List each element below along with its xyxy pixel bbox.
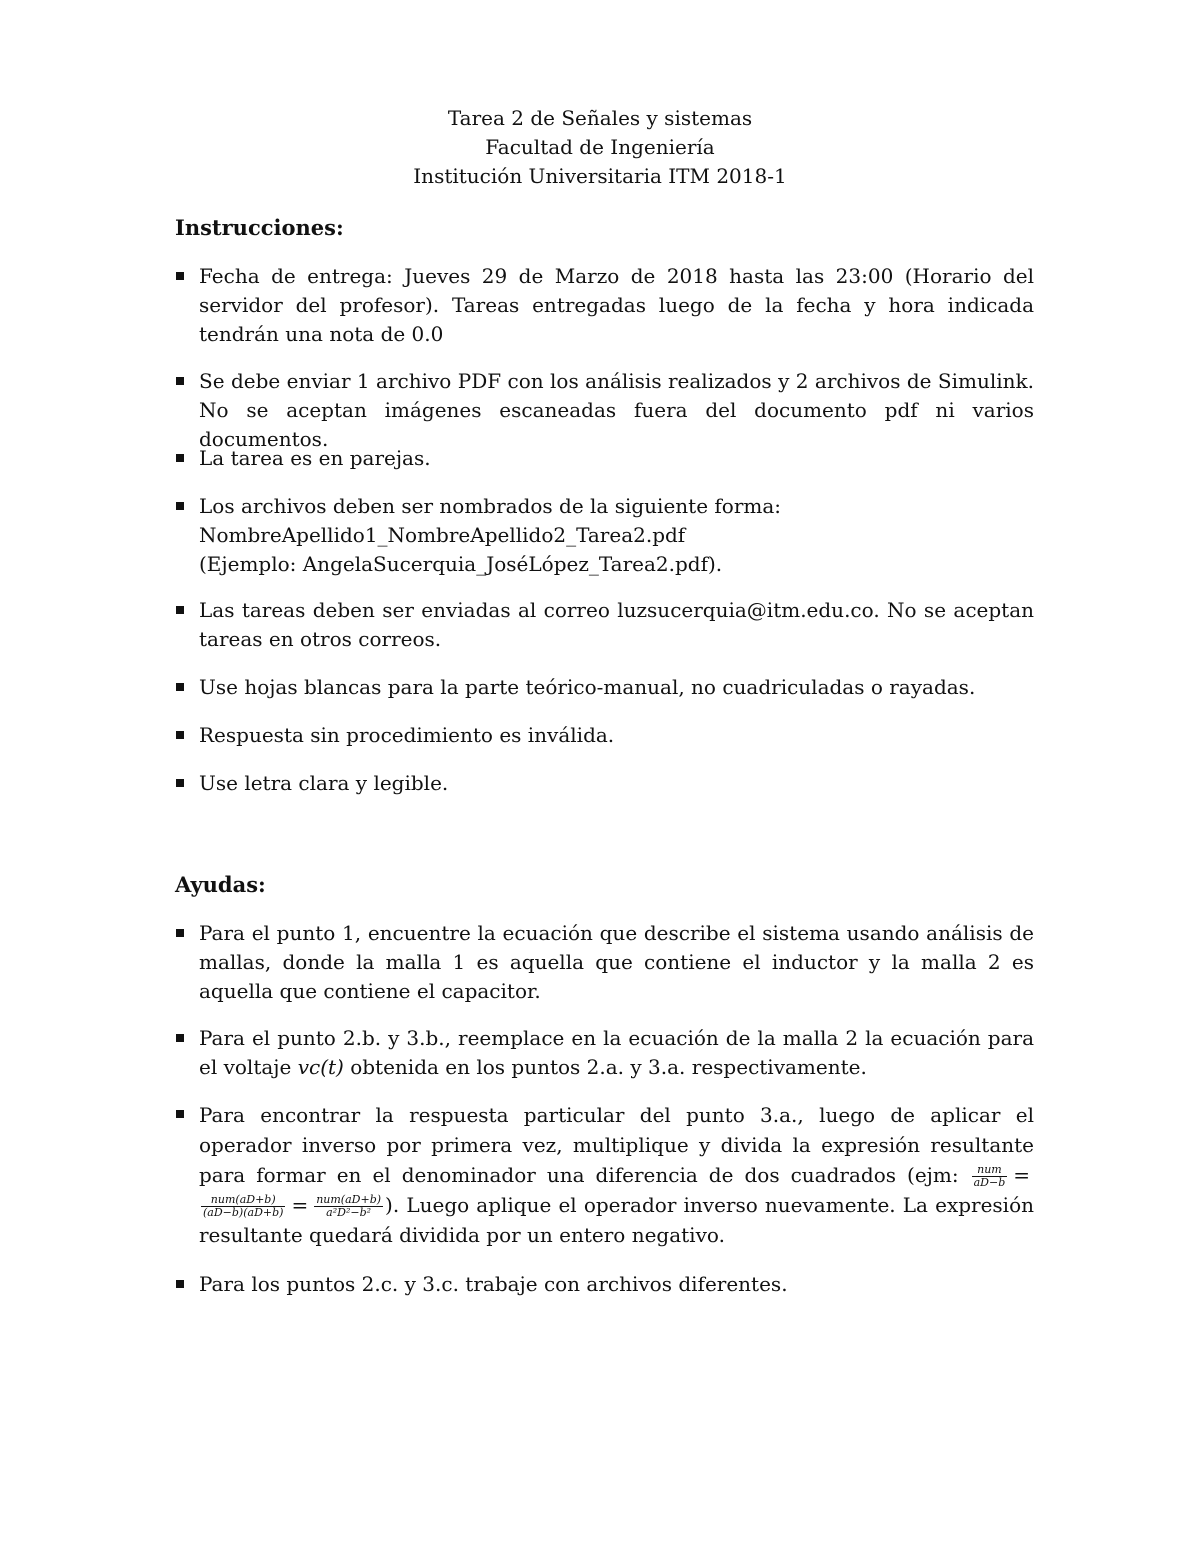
bullet-marker <box>176 1110 184 1118</box>
bullet-marker <box>176 731 184 739</box>
document-header <box>0 104 1200 191</box>
bullet-marker <box>176 606 184 614</box>
bullet-marker <box>176 454 184 462</box>
header-faculty: Facultad de Ingeniería <box>485 135 715 159</box>
header-title: Tarea 2 de Señales y sistemas <box>447 106 753 130</box>
fraction-denominator: a²D²−b² <box>326 1206 372 1219</box>
text-segment: Para encontrar la respuesta particular del punto 3.a., luego de aplicar el operador inverso por primera vez, multiplique y divida la expresión resultante para formar en el denominador una diferencia de dos cuadrados (ejm: <box>199 1103 1034 1187</box>
list-item: Use hojas blancas para la parte teórico-manual, no cuadriculadas o rayadas. <box>199 675 976 699</box>
equals-sign: = <box>1013 1163 1031 1187</box>
list-item: Se debe enviar 1 archivo PDF con los análisis realizados y 2 archivos de Simulink. No se aceptan imágenes escaneadas fuera del documento pdf ni varios documentos. <box>199 369 1034 451</box>
bullet-marker <box>176 272 184 280</box>
fraction-num-over-den <box>972 1164 1008 1189</box>
ayudas-title: Ayudas: <box>175 872 266 897</box>
list-item: Use letra clara y legible. <box>199 771 449 795</box>
header-institution: Institución Universitaria ITM 2018-1 <box>413 164 787 188</box>
instrucciones-title: Instrucciones: <box>175 215 344 240</box>
fraction-squares <box>314 1194 383 1219</box>
text-segment: obtenida en los puntos 2.a. y 3.a. respectivamente. <box>343 1055 867 1079</box>
fraction-numerator: num(aD+b) <box>316 1193 382 1206</box>
list-item: Fecha de entrega: Jueves 29 de Marzo de 2018 hasta las 23:00 (Horario del servidor del profesor). Tareas entregadas luego de la fecha y hora indicada tendrán una nota de 0.0 <box>199 264 1034 346</box>
text-segment: ). Luego aplique el operador inverso nuevamente. La expresión resultante quedará dividida por un entero negativo. <box>199 1193 1034 1247</box>
naming-instruction: Los archivos deben ser nombrados de la siguiente forma: <box>199 494 782 518</box>
fraction-denominator: aD−b <box>973 1176 1006 1189</box>
list-item: Para el punto 1, encuentre la ecuación que describe el sistema usando análisis de mallas, donde la malla 1 es aquella que contiene el inductor y la malla 2 es aquella que contiene el capacitor. <box>199 921 1034 1003</box>
text-segment: Para el punto 2.b. y 3.b., reemplace en la ecuación de la malla 2 la ecuación para el voltaje <box>199 1026 1034 1079</box>
bullet-marker <box>176 1034 184 1042</box>
bullet-marker <box>176 929 184 937</box>
voltage-symbol: vc(t) <box>297 1055 344 1079</box>
bullet-marker <box>176 1280 184 1288</box>
list-item: Para los puntos 2.c. y 3.c. trabaje con archivos diferentes. <box>199 1272 788 1296</box>
bullet-marker <box>176 779 184 787</box>
fraction-denominator: (aD−b)(aD+b) <box>203 1206 284 1219</box>
list-item <box>199 492 1034 579</box>
equals-sign: = <box>291 1193 309 1217</box>
fraction-expanded <box>201 1194 285 1219</box>
fraction-numerator: num <box>972 1164 1008 1177</box>
bullet-marker <box>176 502 184 510</box>
list-item: La tarea es en parejas. <box>199 446 431 470</box>
list-item: Respuesta sin procedimiento es inválida. <box>199 723 615 747</box>
list-item: Las tareas deben ser enviadas al correo luzsucerquia@itm.edu.co. No se aceptan tareas en otros correos. <box>199 598 1034 651</box>
list-item <box>199 1024 1034 1082</box>
naming-pattern: NombreApellido1_NombreApellido2_Tarea2.pdf <box>199 523 686 547</box>
fraction-numerator: num(aD+b) <box>201 1194 285 1207</box>
bullet-marker <box>176 683 184 691</box>
bullet-marker <box>176 377 184 385</box>
list-item <box>199 1100 1034 1250</box>
naming-example: (Ejemplo: AngelaSucerquia_JoséLópez_Tarea2.pdf). <box>199 552 723 576</box>
